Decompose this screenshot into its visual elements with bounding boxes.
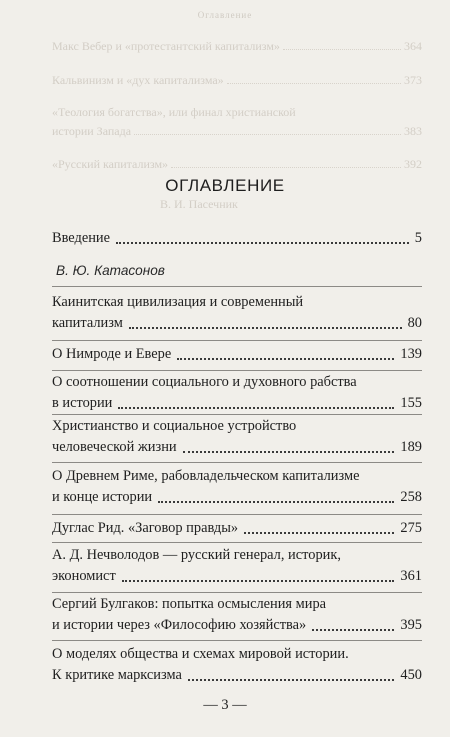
dot-leader <box>118 407 394 409</box>
dot-leader <box>312 629 394 631</box>
toc-entry-title-cont: К критике марксизма <box>52 667 182 683</box>
toc-entry[interactable] <box>52 416 422 458</box>
toc-entry-title-cont: и истории через «Философию хозяйства» <box>52 617 307 633</box>
toc-entry[interactable] <box>52 545 422 587</box>
toc-entry-title: О Нимроде и Евере <box>52 346 172 362</box>
bleed-line: Макс Вебер и «протестантский капитализм» 364 <box>52 39 422 53</box>
dot-leader <box>188 679 395 681</box>
toc-entry[interactable] <box>52 518 422 539</box>
divider <box>52 370 422 371</box>
toc-entry[interactable] <box>52 292 422 334</box>
bleed-line: истории Запада 383 <box>52 124 422 138</box>
toc-page-number: 155 <box>400 395 422 411</box>
bleed-line: В. И. Пасечник <box>160 197 238 211</box>
divider <box>52 592 422 593</box>
divider <box>52 514 422 515</box>
dot-leader <box>244 532 394 534</box>
toc-entry[interactable] <box>52 344 422 365</box>
dot-leader <box>122 580 395 582</box>
toc-entry-title: Сергий Булгаков: попытка осмысления мира <box>52 596 327 612</box>
bleed-line: «Русский капитализм» 392 <box>52 157 422 171</box>
author-heading: В. Ю. Катасонов <box>56 263 165 278</box>
dot-leader <box>129 327 402 329</box>
toc-entry-title: Дуглас Рид. «Заговор правды» <box>52 520 239 536</box>
toc-page-number: 80 <box>407 315 422 331</box>
toc-heading: ОГЛАВЛЕНИЕ <box>165 176 285 195</box>
toc-entry-title-cont: капитализм <box>52 315 123 331</box>
toc-entry-intro[interactable] <box>52 228 422 249</box>
divider <box>52 340 422 341</box>
toc-entry-title: А. Д. Нечволодов — русский генерал, историк, <box>52 547 341 563</box>
toc-entry-title-cont: человеческой жизни <box>52 439 177 455</box>
toc-entry[interactable] <box>52 644 422 686</box>
running-head: Оглавление <box>197 10 253 20</box>
toc-entry-title-cont: в истории <box>52 395 113 411</box>
toc-page-number: 139 <box>400 346 422 362</box>
toc-entry-title-cont: и конце истории <box>52 489 153 505</box>
toc-entry-title: Каинитская цивилизация и современный <box>52 294 304 310</box>
toc-page-number: 5 <box>414 230 422 246</box>
page-number-footer: — 3 — <box>203 697 247 713</box>
toc-entry[interactable] <box>52 594 422 636</box>
dot-leader <box>116 242 409 244</box>
toc-page-number: 395 <box>400 617 422 633</box>
divider <box>52 542 422 543</box>
toc-entry[interactable] <box>52 466 422 508</box>
divider <box>52 640 422 641</box>
toc-page-number: 361 <box>400 568 422 584</box>
toc-page-number: 258 <box>400 489 422 505</box>
toc-entry-title: О моделях общества и схемах мировой истории. <box>52 646 349 662</box>
toc-entry-title: О Древнем Риме, рабовладельческом капитализме <box>52 468 360 484</box>
dot-leader <box>158 501 394 503</box>
bleed-line: «Теология богатства», или финал христианской <box>52 105 296 119</box>
divider <box>52 414 422 415</box>
dot-leader <box>183 451 395 453</box>
toc-page-number: 275 <box>400 520 422 536</box>
toc-entry[interactable] <box>52 372 422 414</box>
toc-page-number: 450 <box>400 667 422 683</box>
divider <box>52 286 422 287</box>
toc-page-number: 189 <box>400 439 422 455</box>
bleed-line: Кальвинизм и «дух капитализма» 373 <box>52 73 422 87</box>
dot-leader <box>177 358 394 360</box>
toc-entry-title-cont: экономист <box>52 568 116 584</box>
toc-entry-title: Христианство и социальное устройство <box>52 418 297 434</box>
toc-entry-title: О соотношении социального и духовного рабства <box>52 374 357 390</box>
toc-entry-title: Введение <box>52 230 111 246</box>
divider <box>52 462 422 463</box>
